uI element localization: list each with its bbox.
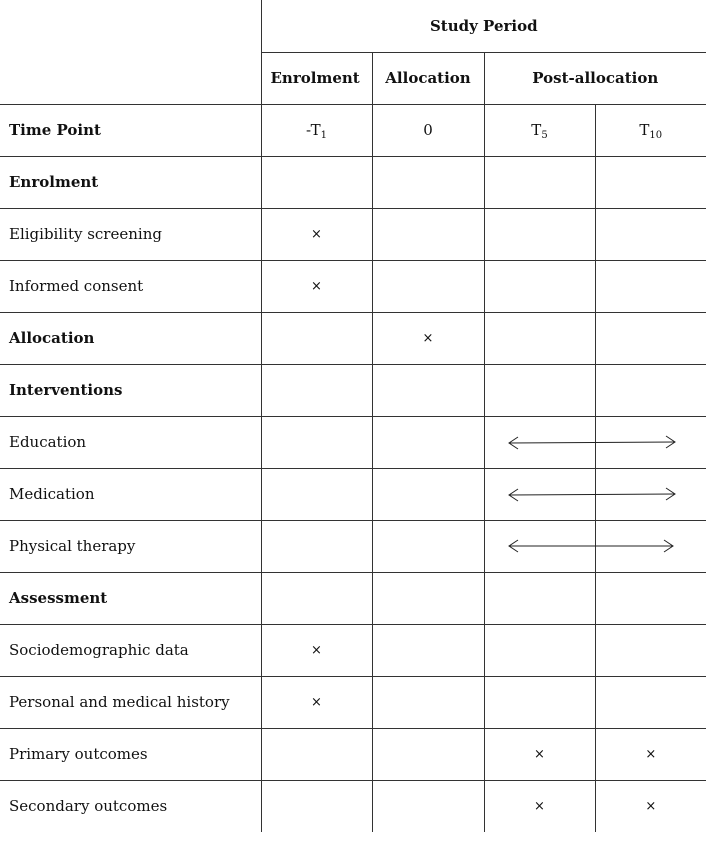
row-label-allocation: Allocation xyxy=(0,312,261,364)
time-point-allocation: 0 xyxy=(372,104,484,156)
time-point-enrolment xyxy=(261,104,372,156)
cell xyxy=(484,572,595,624)
cell xyxy=(595,572,706,624)
cell xyxy=(595,624,706,676)
cell xyxy=(595,676,706,728)
cell xyxy=(261,728,372,780)
table-row xyxy=(0,260,706,312)
row-label-education: Education xyxy=(0,416,261,468)
row-label-personal-medical-history: Personal and medical history xyxy=(0,676,261,728)
cell xyxy=(261,312,372,364)
cell xyxy=(261,572,372,624)
double-arrow-icon xyxy=(507,434,677,452)
cell xyxy=(484,364,595,416)
table-row xyxy=(0,780,706,832)
time-point-row xyxy=(0,104,706,156)
cell xyxy=(484,208,595,260)
intervention-span-cell xyxy=(484,416,595,468)
time-point-t10 xyxy=(595,104,706,156)
cell xyxy=(372,468,484,520)
time-point-text: -T xyxy=(306,121,321,139)
time-point-subscript: 10 xyxy=(649,130,663,141)
cell xyxy=(261,416,372,468)
row-label-physical-therapy: Physical therapy xyxy=(0,520,261,572)
cross-marker: × xyxy=(261,676,372,728)
double-arrow-icon xyxy=(507,486,677,504)
cell xyxy=(261,364,372,416)
cell xyxy=(372,572,484,624)
row-label-enrolment: Enrolment xyxy=(0,156,261,208)
cell xyxy=(595,260,706,312)
header-row-study-period xyxy=(0,0,706,52)
time-point-t5 xyxy=(484,104,595,156)
intervention-span-cell xyxy=(484,520,595,572)
table-row xyxy=(0,520,706,572)
table-row xyxy=(0,312,706,364)
header-corner-cell xyxy=(0,0,261,104)
cross-marker: × xyxy=(261,208,372,260)
phase-post-allocation-header: Post-allocation xyxy=(484,52,706,104)
time-point-label: Time Point xyxy=(0,104,261,156)
row-label-eligibility-screening: Eligibility screening xyxy=(0,208,261,260)
cell xyxy=(484,676,595,728)
table-row xyxy=(0,364,706,416)
row-label-secondary-outcomes: Secondary outcomes xyxy=(0,780,261,832)
cell xyxy=(372,364,484,416)
cell xyxy=(484,312,595,364)
cell xyxy=(261,520,372,572)
double-arrow-icon xyxy=(507,538,677,556)
phase-allocation-header: Allocation xyxy=(372,52,484,104)
intervention-span-cell xyxy=(484,468,595,520)
time-point-text: T xyxy=(531,121,542,139)
cross-marker: × xyxy=(484,780,595,832)
cell xyxy=(595,208,706,260)
study-period-header: Study Period xyxy=(261,0,706,52)
cell xyxy=(261,780,372,832)
cell xyxy=(372,520,484,572)
cell xyxy=(595,364,706,416)
cross-marker: × xyxy=(261,260,372,312)
table-row xyxy=(0,676,706,728)
cell xyxy=(372,676,484,728)
cell xyxy=(261,156,372,208)
table-row xyxy=(0,208,706,260)
row-label-sociodemographic-data: Sociodemographic data xyxy=(0,624,261,676)
phase-enrolment-header: Enrolment xyxy=(261,52,372,104)
cross-marker: × xyxy=(372,312,484,364)
cell xyxy=(372,416,484,468)
table-row xyxy=(0,572,706,624)
cell xyxy=(595,156,706,208)
cell xyxy=(261,468,372,520)
cell xyxy=(372,208,484,260)
cell xyxy=(372,156,484,208)
cell xyxy=(484,624,595,676)
row-label-medication: Medication xyxy=(0,468,261,520)
cell xyxy=(484,260,595,312)
time-point-text: T xyxy=(639,121,650,139)
time-point-subscript: 5 xyxy=(541,130,548,141)
table-row xyxy=(0,468,706,520)
time-point-subscript: 1 xyxy=(320,130,327,141)
cell xyxy=(595,312,706,364)
cross-marker: × xyxy=(484,728,595,780)
table-row xyxy=(0,416,706,468)
table-row xyxy=(0,728,706,780)
cross-marker: × xyxy=(595,728,706,780)
cell xyxy=(484,156,595,208)
row-label-primary-outcomes: Primary outcomes xyxy=(0,728,261,780)
cell xyxy=(372,728,484,780)
table-row xyxy=(0,624,706,676)
row-label-assessment: Assessment xyxy=(0,572,261,624)
cell xyxy=(372,260,484,312)
cell xyxy=(372,624,484,676)
cell xyxy=(372,780,484,832)
cross-marker: × xyxy=(595,780,706,832)
row-label-interventions: Interventions xyxy=(0,364,261,416)
row-label-informed-consent: Informed consent xyxy=(0,260,261,312)
cross-marker: × xyxy=(261,624,372,676)
table-row xyxy=(0,156,706,208)
